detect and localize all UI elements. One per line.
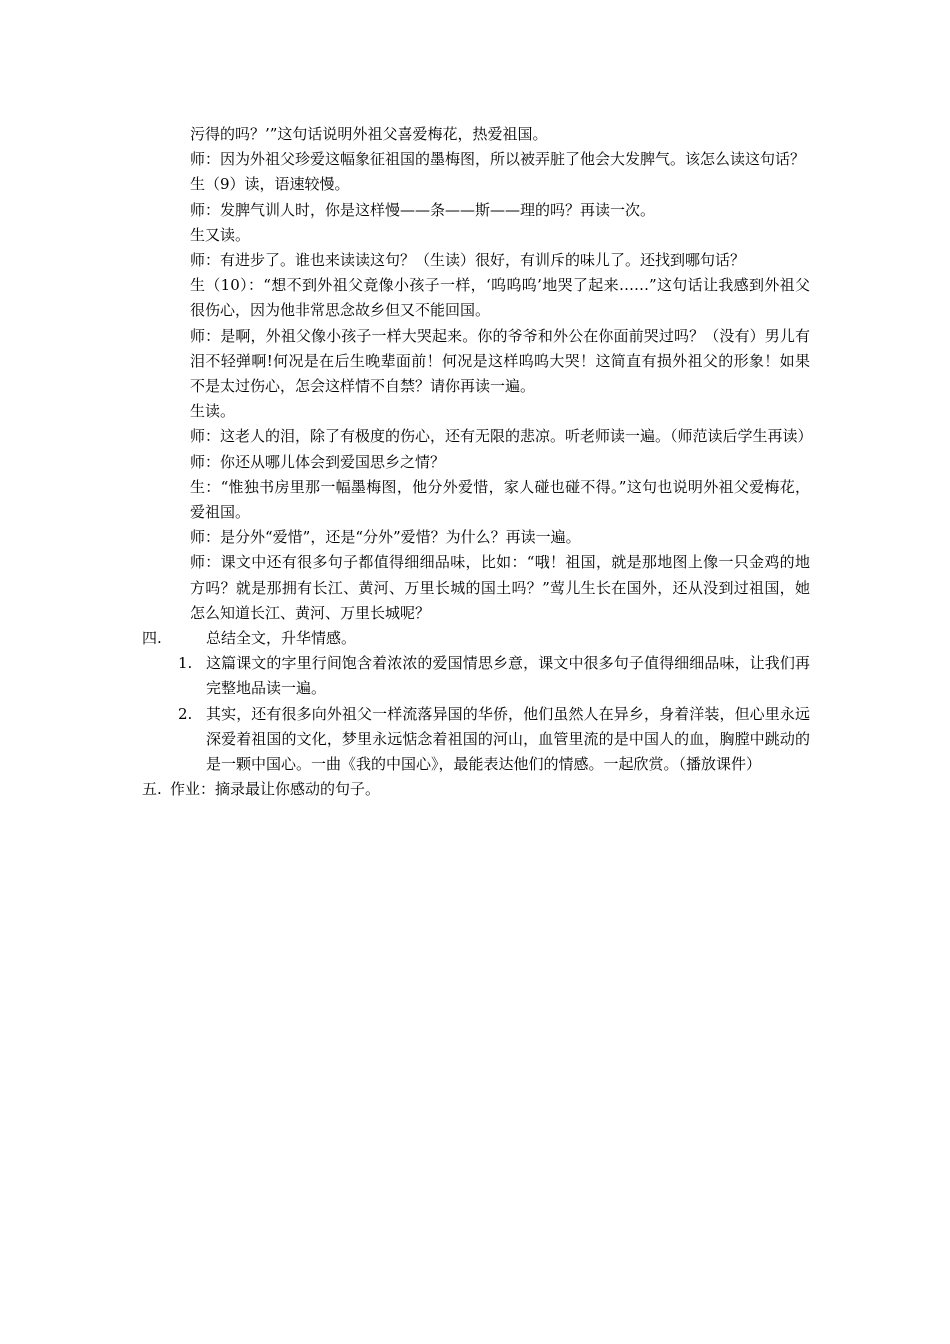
paragraph: 师：是啊，外祖父像小孩子一样大哭起来。你的爷爷和外公在你面前哭过吗？（没有）男儿有泪不轻弹啊!何况是在后生晚辈面前！何况是这样呜呜大哭！这简直有损外祖父的形象！如果不是太过伤心，怎会这样情不自禁？请你再读一遍。 xyxy=(190,326,810,396)
paragraph: 师：是分外“爱惜”，还是“分外”爱惜？为什么？再读一遍。 xyxy=(190,528,581,547)
paragraph: 师：发脾气训人时，你是这样慢——条——斯——理的吗？再读一次。 xyxy=(190,200,656,219)
paragraph: 生：“惟独书房里那一幅墨梅图，他分外爱惜，家人碰也碰不得。”这句也说明外祖父爱梅花，爱祖国。 xyxy=(190,477,810,522)
list-item xyxy=(178,702,810,778)
list-item xyxy=(178,651,810,701)
section-5-heading xyxy=(142,777,810,802)
list-item-text: 这篇课文的字里行间饱含着浓浓的爱国情思乡意，课文中很多句子值得细细品味，让我们再完整地品读一遍。 xyxy=(206,654,810,698)
section-title: 总结全文，升华情感。 xyxy=(206,629,357,648)
section-number: 四. xyxy=(142,629,162,648)
paragraph: 生（9）读，语速较慢。 xyxy=(190,175,350,194)
section-number: 五. xyxy=(142,780,162,799)
paragraph: 生又读。 xyxy=(190,225,251,244)
list-item-text: 其实，还有很多向外祖父一样流落异国的华侨，他们虽然人在异乡，身着洋装，但心里永远深爱着祖国的文化，梦里永远惦念着祖国的河山，血管里流的是中国人的血，胸膛中跳动的是一颗中国心。一曲《我的中国心》，最能表达他们的情感。一起欣赏。（播放课件） xyxy=(206,704,810,774)
paragraph: 生（10）：“想不到外祖父竟像小孩子一样，‘呜呜呜’地哭了起来……”这句话让我感到外祖父很伤心，因为他非常思念故乡但又不能回国。 xyxy=(190,276,810,320)
section-4-heading xyxy=(142,626,810,651)
list-item-number: 2. xyxy=(178,704,193,723)
paragraph: 生读。 xyxy=(190,402,236,421)
section-text: 作业：摘录最让你感动的句子。 xyxy=(170,780,381,799)
paragraph: 师：你还从哪儿体会到爱国思乡之情？ xyxy=(190,452,446,471)
paragraph: 师：这老人的泪，除了有极度的伤心，还有无限的悲凉。听老师读一遍。（师范读后学生再读） xyxy=(190,427,813,446)
paragraph: 师：有进步了。谁也来读读这句？（生读）很好，有训斥的味儿了。还找到哪句话？ xyxy=(190,251,746,270)
paragraph: 师：因为外祖父珍爱这幅象征祖国的墨梅图，所以被弄脏了他会大发脾气。该怎么读这句话？ xyxy=(190,150,806,169)
paragraph: 师：课文中还有很多句子都值得细细品味，比如：“哦！祖国，就是那地图上像一只金鸡的地方吗？就是那拥有长江、黄河、万里长城的国土吗？”莺儿生长在国外，还从没到过祖国，她怎么知道长江、黄河、万里长城呢？ xyxy=(190,553,810,622)
paragraph: 污得的吗？’”这句话说明外祖父喜爱梅花，热爱祖国。 xyxy=(190,125,548,143)
list-item-number: 1. xyxy=(178,654,193,673)
document-body xyxy=(142,122,813,802)
